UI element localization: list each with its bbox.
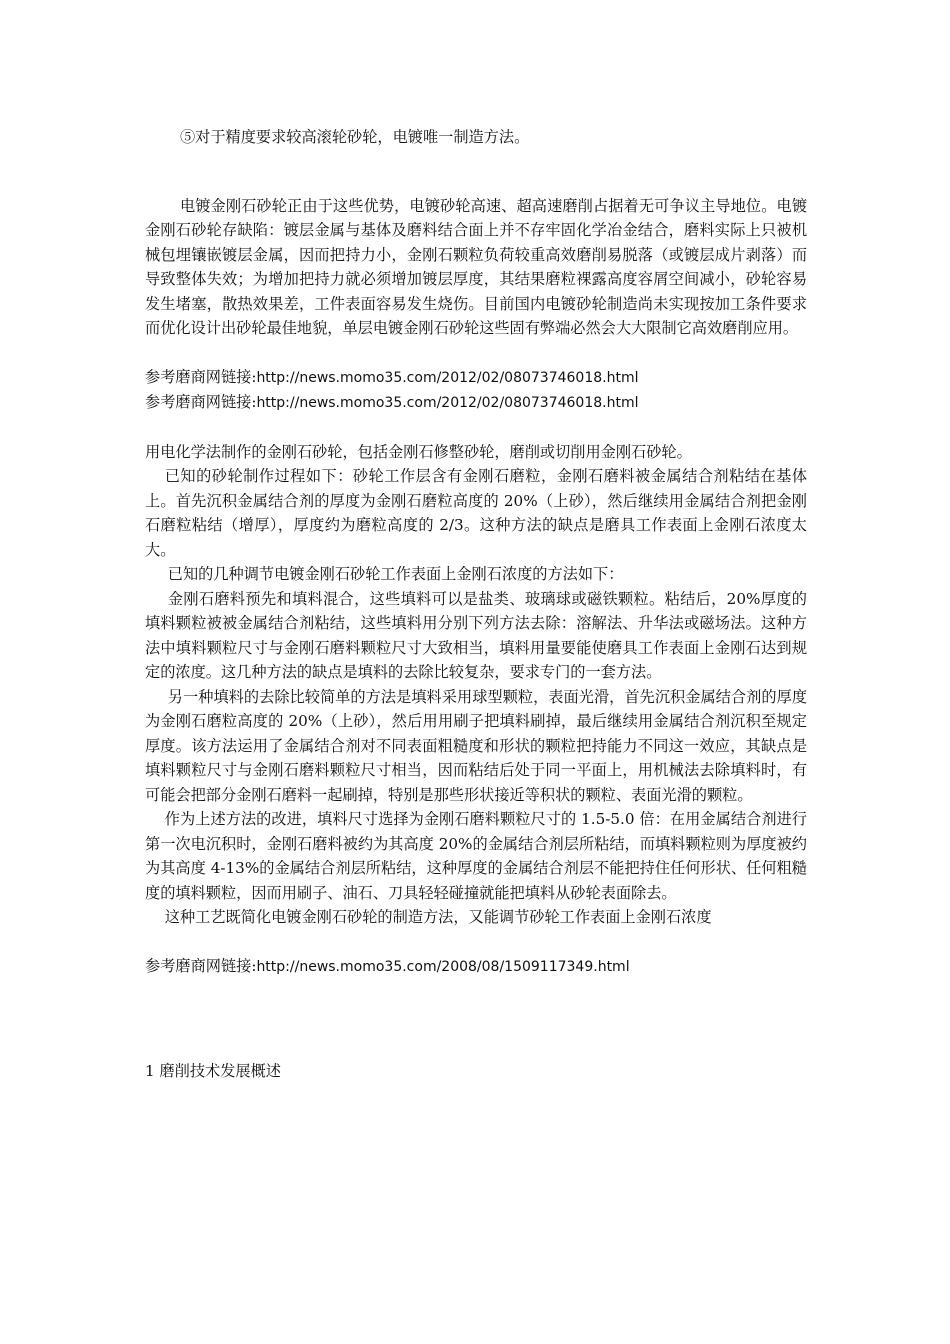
document-body — [145, 125, 807, 1084]
paragraph-spherical-filler: 另一种填料的去除比较简单的方法是填料采用球型颗粒，表面光滑，首先沉积金属结合剂的厚度为金刚石磨粒高度的 20%（上砂），然后用用刷子把填料刷掉，最后继续用金属结合剂沉积至规定厚度。该方法运用了金属结合剂对不同表面粗糙度和形状的颗粒把持能力不同这一效应，其缺点是填料颗粒尺寸与金刚石磨料颗粒尺寸相当，因而粘结后处于同一平面上，用机械法去除填料时，有可能会把部分金刚石磨料一起刷掉，特别是那些形状接近等积状的颗粒、表面光滑的颗粒。 — [145, 687, 807, 804]
paragraph-electroplated-wheel-defects: 电镀金刚石砂轮正由于这些优势，电镀砂轮高速、超高速磨削占据着无可争议主导地位。电镀金刚石砂轮存缺陷：镀层金属与基体及磨料结合面上并不存牢固化学冶金结合，磨料实际上只被机械包埋镶嵌镀层金属，因而把持力小，金刚石颗粒负荷较重高效磨削易脱落（或镀层成片剥落）而导致整体失效；为增加把持力就必须增加镀层厚度，其结果磨粒裸露高度容屑空间减小，砂轮容易发生堵塞，散热效果差，工件表面容易发生烧伤。目前国内电镀砂轮制造尚未实现按加工条件要求而优化设计出砂轮最佳地貌，单层电镀金刚石砂轮这些固有弊端必然会大大限制它高效磨削应用。 — [145, 196, 807, 337]
reference-link-url[interactable]: http://news.momo35.com/2012/02/08073746018.html — [256, 395, 639, 411]
reference-link-3 — [145, 954, 807, 980]
reference-link-url[interactable]: http://news.momo35.com/2008/08/1509117349.html — [256, 958, 630, 975]
paragraph-roller-wheel: ⑤对于精度要求较高滚轮砂轮，电镀唯一制造方法。 — [179, 128, 530, 146]
spacer — [145, 416, 807, 440]
paragraph-improved-method: 作为上述方法的改进，填料尺寸选择为金刚石磨料颗粒尺寸的 1.5-5.0 倍：在用金属结合剂进行第一次电沉积时，金刚石磨料被约为其高度 20%的金属结合剂层所粘结，而填料颗粒则为厚度被约为其高度 4-13%的金属结合剂层所粘结，这种厚度的金属结合剂层不能把持住任何形状、任何粗糙度的填料颗粒，因而用刷子、油石、刀具轻轻碰撞就能把填料从砂轮表面除去。 — [145, 810, 807, 902]
paragraph-known-process: 已知的砂轮制作过程如下：砂轮工作层含有金刚石磨粒，金刚石磨料被金属结合剂粘结在基体上。首先沉积金属结合剂的厚度为金刚石磨粒高度的 20%（上砂），然后继续用金属结合剂把金刚石磨粒粘结（增厚），厚度约为磨粒高度的 2/3。这种方法的缺点是磨具工作表面上金刚石浓度太大。 — [145, 467, 807, 559]
spacer — [145, 930, 807, 954]
spacer — [145, 150, 807, 194]
paragraph-process-summary: 这种工艺既简化电镀金刚石砂轮的制造方法，又能调节砂轮工作表面上金刚石浓度 — [164, 908, 712, 926]
reference-link-2 — [145, 390, 807, 416]
reference-link-label: 参考磨商网链接: — [145, 956, 257, 975]
section-heading: 1 磨削技术发展概述 — [145, 1062, 281, 1080]
spacer — [145, 979, 807, 1059]
reference-link-label: 参考磨商网链接: — [145, 393, 257, 411]
reference-link-url[interactable]: http://news.momo35.com/2012/02/08073746018.html — [256, 369, 639, 386]
spacer — [145, 341, 807, 365]
paragraph-known-methods-intro: 已知的几种调节电镀金刚石砂轮工作表面上金刚石浓度的方法如下： — [167, 565, 624, 583]
paragraph-filler-mixing: 金刚石磨料预先和填料混合，这些填料可以是盐类、玻璃球或磁铁颗粒。粘结后，20%厚度的填料颗粒被被金属结合剂粘结，这些填料用分别下列方法去除：溶解法、升华法或磁场法。这种方法中填料颗粒尺寸与金刚石磨料颗粒尺寸大致相当，填料用量要能使磨具工作表面上金刚石达到规定的浓度。这几种方法的缺点是填料的去除比较复杂，要求专门的一套方法。 — [145, 589, 807, 681]
reference-link-1 — [145, 365, 807, 391]
reference-link-label: 参考磨商网链接: — [145, 367, 257, 386]
paragraph-electrochemical-wheel: 用电化学法制作的金刚石砂轮，包括金刚石修整砂轮，磨削或切削用金刚石砂轮。 — [145, 442, 692, 461]
